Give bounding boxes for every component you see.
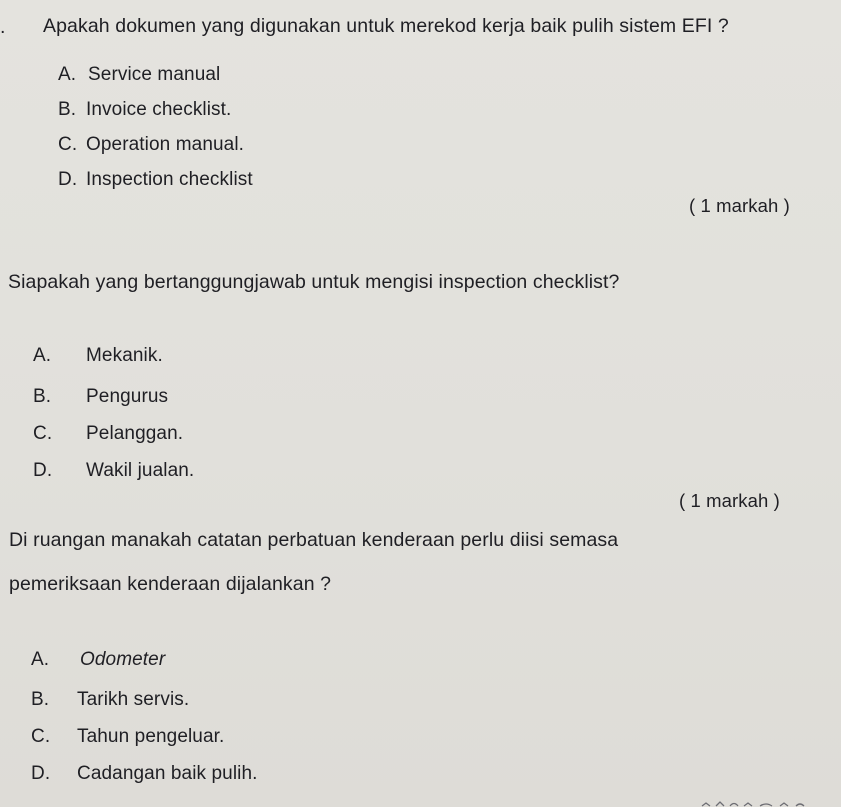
option-text: Tarikh servis. [77, 689, 190, 710]
option-text: Tahun pengeluar. [77, 726, 225, 747]
option-letter: B. [58, 99, 77, 120]
option-letter: C. [58, 134, 78, 155]
option-text: Cadangan baik pulih. [77, 763, 258, 784]
question-1-number: . [0, 16, 6, 38]
option-letter: B. [31, 689, 50, 710]
option-letter: D. [31, 763, 51, 784]
option-text: Service manual [88, 64, 221, 85]
question-1-marks: ( 1 markah ) [689, 195, 790, 216]
question-3-text-line-2: pemeriksaan kenderaan dijalankan ? [9, 573, 332, 595]
option-text: Odometer [80, 649, 166, 670]
option-letter: A. [33, 345, 52, 366]
question-1-text: Apakah dokumen yang digunakan untuk merekod kerja baik pulih sistem EFI ? [43, 15, 729, 37]
question-3-text-line-1: Di ruangan manakah catatan perbatuan kenderaan perlu diisi semasa [9, 529, 619, 551]
option-letter: C. [33, 423, 53, 444]
option-letter: D. [33, 460, 53, 481]
option-text: Inspection checklist [86, 169, 253, 190]
option-letter: C. [31, 726, 51, 747]
option-letter: A. [31, 649, 50, 670]
option-letter: B. [33, 386, 52, 407]
option-text: Mekanik. [86, 345, 163, 366]
option-text: Operation manual. [86, 134, 245, 155]
cut-off-text-fragment [700, 794, 820, 807]
option-text: Pelanggan. [86, 423, 184, 444]
option-letter: D. [58, 169, 78, 190]
option-letter: A. [58, 64, 77, 85]
option-text: Invoice checklist. [86, 99, 232, 120]
question-2-text: Siapakah yang bertanggungjawab untuk mengisi inspection checklist? [8, 271, 620, 293]
option-text: Wakil jualan. [86, 460, 195, 481]
question-2-marks: ( 1 markah ) [679, 490, 780, 511]
option-text: Pengurus [86, 386, 169, 407]
